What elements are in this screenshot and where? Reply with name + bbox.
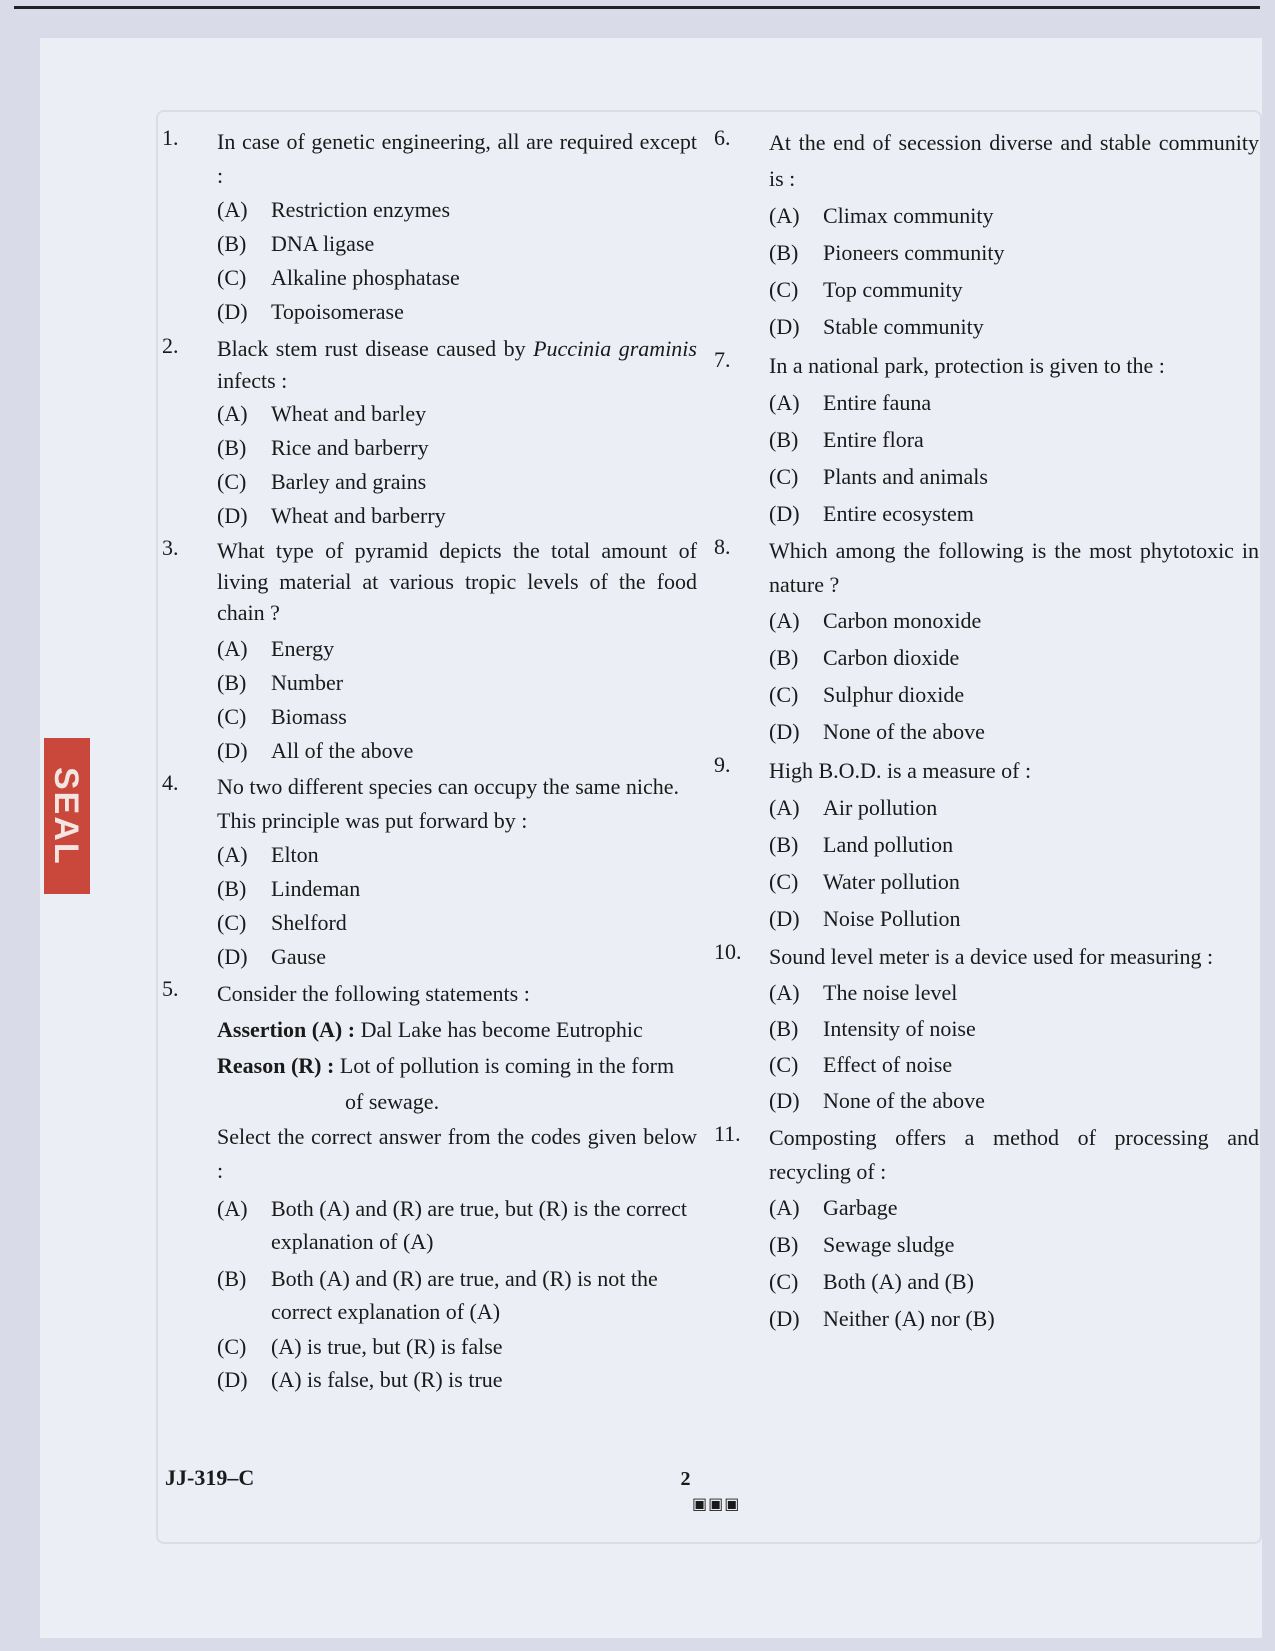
- option-text: Energy: [271, 636, 335, 661]
- option: [217, 499, 697, 533]
- booklet-code: JJ-319–C: [165, 1465, 255, 1490]
- question-number: 6.: [714, 125, 731, 150]
- question-1: [162, 125, 697, 329]
- option-text: Barley and grains: [271, 469, 427, 494]
- option: [217, 872, 697, 906]
- option: [217, 465, 697, 499]
- option: [769, 495, 1259, 532]
- options-list: [769, 1189, 1259, 1337]
- option-text: Wheat and barley: [271, 401, 427, 426]
- option: [217, 1262, 697, 1328]
- option-text: Entire ecosystem: [823, 501, 974, 526]
- question-2: [162, 333, 697, 533]
- question-text: In a national park, protection is given to the :: [769, 353, 1165, 378]
- option: [769, 421, 1259, 458]
- option-text: Biomass: [271, 704, 347, 729]
- option: [769, 1226, 1259, 1263]
- option-label: (C): [769, 277, 799, 302]
- options-list: [769, 975, 1259, 1119]
- option: [217, 666, 697, 700]
- option-text: Land pollution: [823, 832, 954, 857]
- option: [769, 826, 1259, 863]
- question-8: [714, 534, 1259, 750]
- option-label: (A): [217, 401, 248, 426]
- options-list: [217, 632, 697, 768]
- option: [217, 940, 697, 974]
- option-label: (C): [769, 682, 799, 707]
- option-text: Noise Pollution: [823, 906, 961, 931]
- option-label: (A): [769, 390, 800, 415]
- question-number: 7.: [714, 347, 731, 372]
- option-label: (B): [769, 1016, 799, 1041]
- option-text: Air pollution: [823, 795, 938, 820]
- option-label: (D): [769, 906, 800, 931]
- reason: [217, 1048, 697, 1084]
- assertion-text: Dal Lake has become Eutrophic: [355, 1017, 643, 1042]
- reason-text: Lot of pollution is coming in the form: [334, 1053, 675, 1078]
- question-text: What type of pyramid depicts the total amount of living material at various tropic levels of the food chain ?: [217, 538, 697, 625]
- option-label: (B): [217, 876, 247, 901]
- option-text: Entire fauna: [823, 390, 932, 415]
- assertion: [217, 1012, 697, 1048]
- option-text: Stable community: [823, 314, 984, 339]
- option: [217, 1363, 697, 1396]
- option-text: Wheat and barberry: [271, 503, 446, 528]
- option: [769, 1011, 1259, 1047]
- options-list: [769, 789, 1259, 937]
- option-label: (B): [217, 670, 247, 695]
- option-text: The noise level: [823, 980, 958, 1005]
- option: [769, 458, 1259, 495]
- reason-label: Reason (R) :: [217, 1053, 335, 1078]
- question-number: 9.: [714, 752, 731, 777]
- question-text: Sound level meter is a device used for measuring :: [769, 944, 1214, 969]
- question-number: 1.: [162, 125, 179, 150]
- question-text: Which among the following is the most phytotoxic in nature ?: [769, 538, 1259, 597]
- option-text: Topoisomerase: [271, 299, 404, 324]
- option-label: (B): [769, 240, 799, 265]
- option: [217, 397, 697, 431]
- page-mark-icon: ▣▣▣: [692, 1494, 741, 1513]
- option-text: Carbon dioxide: [823, 645, 960, 670]
- option: [769, 713, 1259, 750]
- question-11: [714, 1121, 1259, 1337]
- option-label: (D): [769, 1306, 800, 1331]
- option-label: (B): [217, 231, 247, 256]
- option-text: Both (A) and (B): [823, 1269, 974, 1294]
- option-text: DNA ligase: [271, 231, 375, 256]
- option: [217, 1330, 697, 1363]
- page-number: 2: [680, 1468, 691, 1490]
- option-text: None of the above: [823, 1088, 985, 1113]
- option-text: Restriction enzymes: [271, 197, 451, 222]
- option-label: (A): [769, 608, 800, 633]
- option-label: (C): [769, 1052, 799, 1077]
- option-text: Alkaline phosphatase: [271, 265, 460, 290]
- option-label: (D): [217, 1367, 248, 1392]
- option-label: (D): [217, 503, 248, 528]
- options-list: [769, 384, 1259, 532]
- option: [769, 639, 1259, 676]
- options-list: [217, 1192, 697, 1396]
- option-text: (A) is false, but (R) is true: [271, 1367, 503, 1392]
- question-text-prefix: Black stem rust disease caused by: [217, 336, 534, 361]
- option: [217, 193, 697, 227]
- option: [769, 234, 1259, 271]
- option: [217, 906, 697, 940]
- option: [769, 863, 1259, 900]
- question-text: Composting offers a method of processing and recycling of :: [769, 1125, 1259, 1184]
- option: [769, 975, 1259, 1011]
- top-rule: [14, 6, 1260, 9]
- option-label: (A): [217, 636, 248, 661]
- option-label: (A): [769, 1195, 800, 1220]
- left-column: [162, 125, 697, 1396]
- assertion-label: Assertion (A) :: [217, 1017, 356, 1042]
- option: [769, 271, 1259, 308]
- option-label: (C): [217, 265, 247, 290]
- option: [217, 261, 697, 295]
- option-text: Both (A) and (R) are true, but (R) is the correct explanation of (A): [271, 1196, 688, 1254]
- option-label: (B): [217, 1266, 247, 1291]
- option-text: Plants and animals: [823, 464, 988, 489]
- option-label: (C): [769, 1269, 799, 1294]
- option-label: (A): [769, 795, 800, 820]
- option: [769, 789, 1259, 826]
- option-text: Effect of noise: [823, 1052, 953, 1077]
- question-10: [714, 939, 1259, 1119]
- option-text: Both (A) and (R) are true, and (R) is not the correct explanation of (A): [271, 1266, 658, 1324]
- option-label: (C): [769, 869, 799, 894]
- option-label: (A): [217, 1196, 248, 1221]
- species-name: Puccinia graminis: [533, 336, 697, 361]
- option-text: Entire flora: [823, 427, 924, 452]
- option-text: Water pollution: [823, 869, 960, 894]
- instruction: Select the correct answer from the codes given below :: [217, 1124, 697, 1183]
- option-label: (B): [217, 435, 247, 460]
- option: [769, 900, 1259, 937]
- option-text: Carbon monoxide: [823, 608, 982, 633]
- option: [217, 431, 697, 465]
- option-text: Neither (A) nor (B): [823, 1306, 995, 1331]
- option-label: (B): [769, 1232, 799, 1257]
- option-label: (C): [217, 910, 247, 935]
- question-9: [714, 752, 1259, 937]
- question-number: 11.: [714, 1121, 741, 1146]
- option-text: Rice and barberry: [271, 435, 429, 460]
- options-list: [769, 602, 1259, 750]
- option: [769, 384, 1259, 421]
- right-column: [714, 125, 1259, 1337]
- option: [769, 308, 1259, 345]
- question-subtext: This principle was put forward by :: [217, 808, 528, 833]
- seal-tab-text: SEAL: [47, 766, 85, 866]
- option-label: (A): [769, 980, 800, 1005]
- option: [769, 1189, 1259, 1226]
- question-number: 10.: [714, 939, 742, 964]
- option-label: (D): [217, 299, 248, 324]
- question-number: 8.: [714, 534, 731, 559]
- question-4: [162, 770, 697, 974]
- question-number: 3.: [162, 535, 179, 560]
- option-label: (D): [769, 719, 800, 744]
- option-label: (A): [217, 197, 248, 222]
- option-text: (A) is true, but (R) is false: [271, 1334, 503, 1359]
- option-text: Shelford: [271, 910, 347, 935]
- option-label: (B): [769, 427, 799, 452]
- option: [769, 676, 1259, 713]
- question-text-suffix: infects :: [217, 368, 288, 393]
- option: [769, 1047, 1259, 1083]
- question-6: [714, 125, 1259, 345]
- option-label: (B): [769, 645, 799, 670]
- options-list: [217, 193, 697, 329]
- option-label: (B): [769, 832, 799, 857]
- option: [217, 632, 697, 666]
- question-5: [162, 976, 697, 1396]
- reason-continuation: of sewage.: [345, 1089, 440, 1114]
- option-text: Elton: [271, 842, 319, 867]
- option: [217, 734, 697, 768]
- option-label: (D): [217, 944, 248, 969]
- option-text: Lindeman: [271, 876, 361, 901]
- option-text: Gause: [271, 944, 326, 969]
- option: [769, 1083, 1259, 1119]
- option: [769, 602, 1259, 639]
- option: [217, 227, 697, 261]
- option-label: (A): [769, 203, 800, 228]
- option-label: (C): [769, 464, 799, 489]
- question-number: 4.: [162, 770, 179, 795]
- question-text: Consider the following statements :: [217, 981, 530, 1006]
- option-label: (C): [217, 1334, 247, 1359]
- option: [769, 1263, 1259, 1300]
- option-label: (D): [217, 738, 248, 763]
- options-list: [217, 838, 697, 974]
- options-list: [769, 197, 1259, 345]
- option: [217, 700, 697, 734]
- question-number: 5.: [162, 976, 179, 1001]
- option-text: Top community: [823, 277, 963, 302]
- option: [217, 1192, 697, 1258]
- option-text: Sewage sludge: [823, 1232, 955, 1257]
- option-label: (D): [769, 501, 800, 526]
- question-text: No two different species can occupy the same niche.: [217, 774, 680, 799]
- option-text: Climax community: [823, 203, 994, 228]
- option-text: Sulphur dioxide: [823, 682, 965, 707]
- option: [217, 838, 697, 872]
- option-label: (C): [217, 704, 247, 729]
- option: [769, 1300, 1259, 1337]
- option-text: All of the above: [271, 738, 414, 763]
- option: [217, 295, 697, 329]
- option: [769, 197, 1259, 234]
- question-text: [217, 333, 697, 397]
- option-text: None of the above: [823, 719, 985, 744]
- question-text: At the end of secession diverse and stable community is :: [769, 130, 1259, 191]
- option-text: Number: [271, 670, 344, 695]
- option-label: (D): [769, 1088, 800, 1113]
- option-label: (D): [769, 314, 800, 339]
- question-number: 2.: [162, 333, 179, 358]
- options-list: [217, 397, 697, 533]
- option-label: (C): [217, 469, 247, 494]
- option-label: (A): [217, 842, 248, 867]
- question-7: [714, 347, 1259, 532]
- option-text: Intensity of noise: [823, 1016, 976, 1041]
- question-3: [162, 535, 697, 768]
- option-text: Pioneers community: [823, 240, 1005, 265]
- option-text: Garbage: [823, 1195, 898, 1220]
- question-text: In case of genetic engineering, all are required except :: [217, 129, 697, 188]
- question-text: High B.O.D. is a measure of :: [769, 758, 1032, 783]
